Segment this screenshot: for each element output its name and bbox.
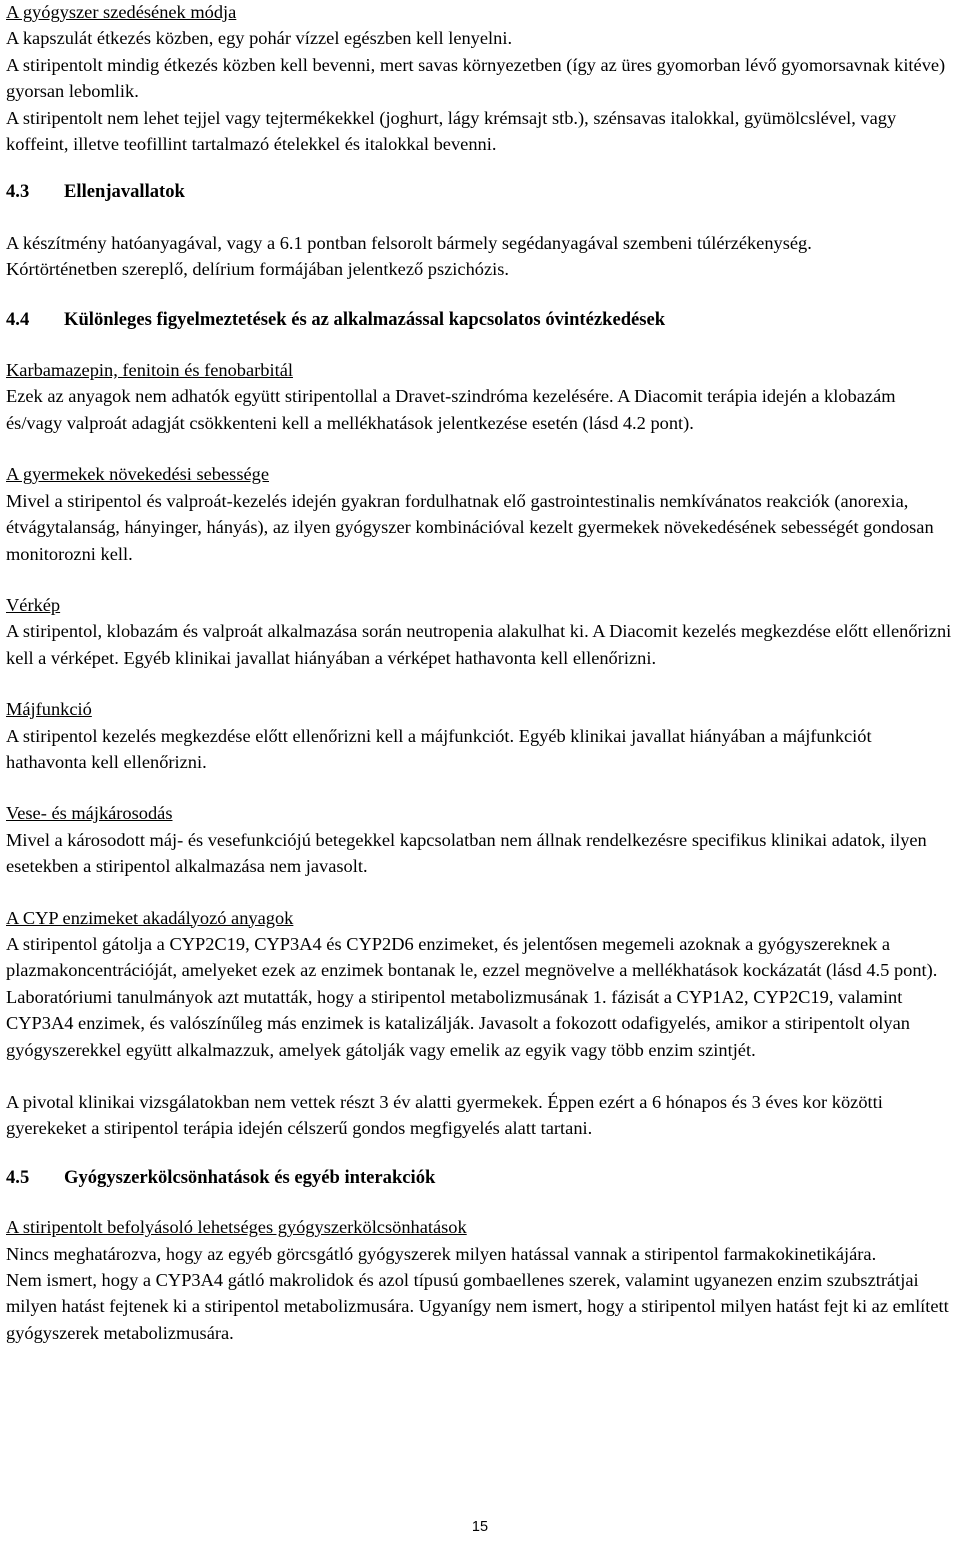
paragraph-cyp-enzymes: A stiripentol gátolja a CYP2C19, CYP3A4 és CYP2D6 enzimeket, és jelentősen megemeli azoknak a gyógyszereknek a plazmakoncentrációját, amelyeket ezek az enzimek bontanak le, ezzel megnövelve a mellékhatások kockázatát (lásd 4.5 pont). Laboratóriumi tanulmányok azt mutatták, hogy a stiripentol metabolizmusának 1. fázisát a CYP1A2, CYP2C19, valamint CYP3A4 enzimek, és valószínűleg más enzimek is katalizálják. Javasolt a fokozott odafigyelés, amikor a stiripentolt olyan gyógyszerekkel együtt alkalmazzuk, amelyek gátolják vagy emelik az egyik vagy több enzim szintjét. [6,933,938,1060]
paragraph-liver-function: A stiripentol kezelés megkezdése előtt ellenőrizni kell a májfunkciót. Egyéb klinikai javallat hiányában a májfunkciót hathavonta kell ellenőrizni. [6,725,872,772]
subheading-interactions-affecting-stiripentol: A stiripentolt befolyásoló lehetséges gyógyszerkölcsönhatások [6,1217,467,1238]
administration-heading: A gyógyszer szedésének módja [6,2,237,22]
paragraph-pivotal-trials: A pivotal klinikai vizsgálatokban nem vettek részt 3 év alatti gyermekek. Éppen ezért a 6 hónapos és 3 éves kor közötti gyerekeket a stiripentol terápia idején célszerű gondos megfigyelés alatt tartani. [6,1092,883,1139]
section-title: Ellenjavallatok [64,181,185,203]
section-number: 4.3 [6,181,30,203]
subheading-blood-count: Vérkép [6,594,61,615]
section-number: 4.5 [6,1166,30,1188]
paragraph-interactions-2: Nem ismert, hogy a CYP3A4 gátló makrolidok és azol típusú gombaellenes szerek, valamint ugyanezen enzim szubsztrátjai milyen hatást fejtenek ki a stiripentol metabolizmusára. Ugyanígy nem ismert, hogy a stiripentol milyen hatást fejt ki az említett gyógyszerek metabolizmusára. [6,1270,949,1343]
administration-paragraph-2: A stiripentolt nem lehet tejjel vagy tejtermékekkel (joghurt, lágy krémsajt stb.), szénsavas italokkal, gyümölcslével, vagy koffeint, illetve teofillint tartalmazó ételekkel és italokkal bevenni. [6,107,897,155]
document-page [6,0,954,1346]
paragraph-blood-count: A stiripentol, klobazám és valproát alkalmazása során neutropenia alakulhat ki. A Diacomit kezelés megkezdése előtt ellenőrizni kell a vérképet. Egyéb klinikai javallat hiányában a vérképet hathavonta kell ellenőrizni. [6,621,952,668]
paragraph-carbamazepine: Ezek az anyagok nem adhatók együtt stiripentollal a Dravet-szindróma kezelésére. A Diacomit terápia idején a klobazám és/vagy valproát adagját csökkenteni kell a mellékhatások jelentkezése esetén (lásd 4.2 pont). [6,386,896,433]
administration-paragraph-1: A stiripentolt mindig étkezés közben kell bevenni, mert savas környezetben (így az üres gyomorban lévő gyomorsavnak kitéve) gyorsan lebomlik. [6,54,946,102]
page-number: 15 [471,1519,489,1535]
subheading-liver-function: Májfunkció [6,699,92,720]
subheading-renal-hepatic-impairment: Vese- és májkárosodás [6,803,173,824]
paragraph-growth-rate: Mivel a stiripentol és valproát-kezelés idején gyakran fordulhatnak elő gastrointestinalis nemkívánatos reakciók (anorexia, étvágytalanság, hányinger, hányás), az ilyen gyógyszer kombinációval kezelt gyermekek növekedésének sebességét gondosan monitorozni kell. [6,490,934,564]
subheading-cyp-enzymes: A CYP enzimeket akadályozó anyagok [6,907,294,928]
section-4-4-heading [6,307,954,333]
section-title: Gyógyszerkölcsönhatások és egyéb interakciók [64,1166,436,1188]
contraindication-paragraph-2: Kórtörténetben szereplő, delírium formájában jelentkező pszichózis. [6,259,509,280]
contraindication-paragraph-1: A készítmény hatóanyagával, vagy a 6.1 pontban felsorolt bármely segédanyagával szembeni túlérzékenység. [6,232,812,253]
section-title: Különleges figyelmeztetések és az alkalmazással kapcsolatos óvintézkedések [64,308,666,330]
section-4-5-heading [6,1165,954,1191]
section-number: 4.4 [6,308,30,330]
paragraph-renal-hepatic-impairment: Mivel a károsodott máj- és vesefunkciójú betegekkel kapcsolatban nem állnak rendelkezésre specifikus klinikai adatok, ilyen esetekben a stiripentol alkalmazása nem javasolt. [6,829,927,877]
paragraph-interactions-1: Nincs meghatározva, hogy az egyéb görcsgátló gyógyszerek milyen hatással vannak a stiripentol farmakokinetikájára. [6,1243,877,1264]
subheading-growth-rate: A gyermekek növekedési sebessége [6,464,269,485]
section-4-3-heading [6,179,954,205]
administration-line-1: A kapszulát étkezés közben, egy pohár vízzel egészben kell lenyelni. [6,28,513,49]
subheading-carbamazepine: Karbamazepin, fenitoin és fenobarbitál [6,360,293,381]
administration-section [6,0,954,157]
